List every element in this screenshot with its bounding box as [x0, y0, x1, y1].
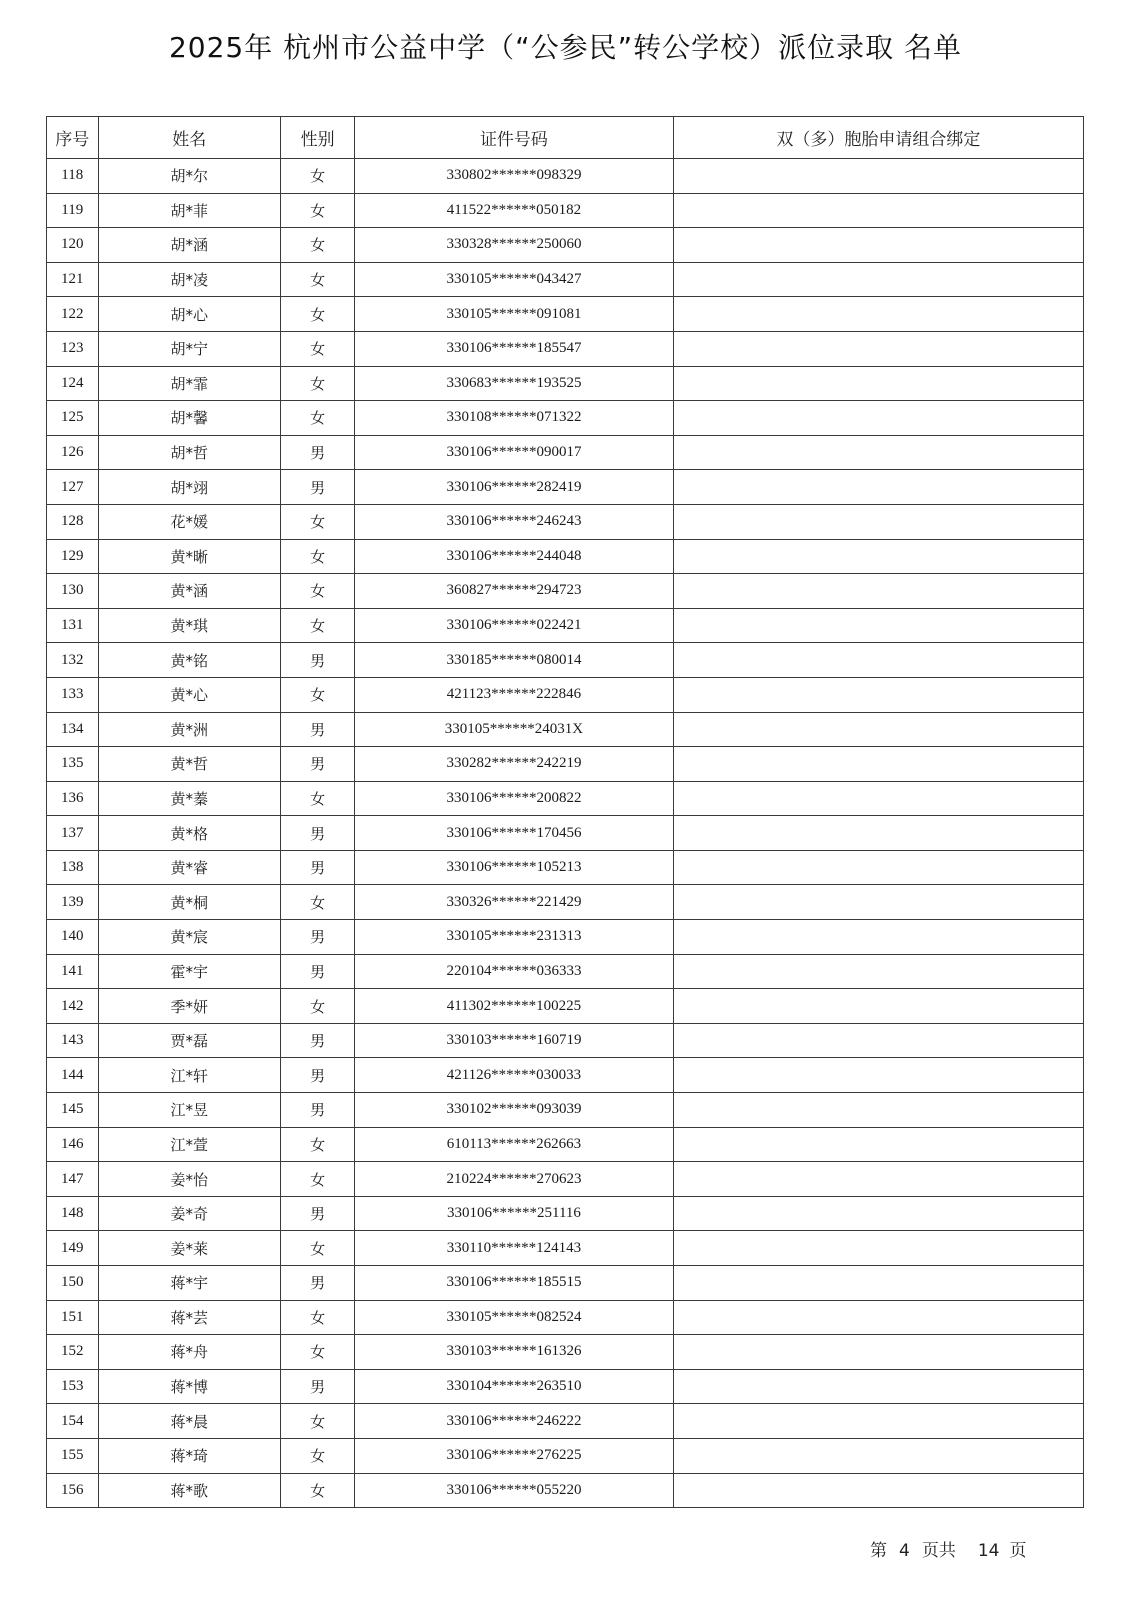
cell-gender: 女	[280, 1231, 354, 1266]
cell-twins	[673, 954, 1083, 989]
cell-id: 330106******185547	[355, 331, 674, 366]
table-row	[47, 1162, 1084, 1197]
footer-suffix: 页	[1009, 1541, 1027, 1561]
cell-twins	[673, 885, 1083, 920]
cell-gender: 男	[280, 747, 354, 782]
cell-id: 330106******090017	[355, 435, 674, 470]
cell-seq: 150	[47, 1266, 99, 1301]
header-twins: 双（多）胞胎申请组合绑定	[673, 117, 1083, 159]
cell-name: 黄*洲	[98, 712, 280, 747]
cell-name: 胡*哲	[98, 435, 280, 470]
table-row	[47, 1266, 1084, 1301]
cell-seq: 153	[47, 1369, 99, 1404]
header-id: 证件号码	[355, 117, 674, 159]
cell-name: 黄*哲	[98, 747, 280, 782]
cell-gender: 男	[280, 712, 354, 747]
cell-gender: 男	[280, 920, 354, 955]
cell-twins	[673, 1231, 1083, 1266]
cell-gender: 男	[280, 850, 354, 885]
cell-gender: 男	[280, 1369, 354, 1404]
cell-name: 姜*怡	[98, 1162, 280, 1197]
cell-seq: 121	[47, 262, 99, 297]
cell-seq: 118	[47, 159, 99, 194]
cell-seq: 144	[47, 1058, 99, 1093]
table-row	[47, 1473, 1084, 1508]
cell-id: 421126******030033	[355, 1058, 674, 1093]
cell-id: 330106******022421	[355, 608, 674, 643]
cell-twins	[673, 781, 1083, 816]
cell-name: 江*萱	[98, 1127, 280, 1162]
cell-name: 蒋*芸	[98, 1300, 280, 1335]
cell-name: 黄*琪	[98, 608, 280, 643]
cell-twins	[673, 1438, 1083, 1473]
table-row	[47, 228, 1084, 263]
table-row	[47, 643, 1084, 678]
cell-gender: 女	[280, 781, 354, 816]
cell-id: 330683******193525	[355, 366, 674, 401]
cell-name: 霍*宇	[98, 954, 280, 989]
cell-name: 江*昱	[98, 1093, 280, 1128]
table-row	[47, 574, 1084, 609]
table-row	[47, 504, 1084, 539]
cell-gender: 女	[280, 366, 354, 401]
cell-seq: 145	[47, 1093, 99, 1128]
table-row	[47, 331, 1084, 366]
table-row	[47, 539, 1084, 574]
cell-id: 421123******222846	[355, 677, 674, 712]
cell-id: 330106******246243	[355, 504, 674, 539]
cell-seq: 151	[47, 1300, 99, 1335]
cell-seq: 126	[47, 435, 99, 470]
cell-gender: 女	[280, 608, 354, 643]
cell-seq: 132	[47, 643, 99, 678]
cell-gender: 女	[280, 159, 354, 194]
cell-gender: 男	[280, 954, 354, 989]
footer-total-pages: 14	[977, 1541, 1000, 1561]
cell-id: 330106******055220	[355, 1473, 674, 1508]
cell-seq: 134	[47, 712, 99, 747]
cell-name: 黄*心	[98, 677, 280, 712]
cell-name: 蒋*宇	[98, 1266, 280, 1301]
table-row	[47, 1231, 1084, 1266]
cell-gender: 女	[280, 885, 354, 920]
cell-name: 季*妍	[98, 989, 280, 1024]
cell-twins	[673, 262, 1083, 297]
cell-name: 蒋*歌	[98, 1473, 280, 1508]
cell-id: 330105******24031X	[355, 712, 674, 747]
table-row	[47, 816, 1084, 851]
cell-twins	[673, 712, 1083, 747]
cell-gender: 男	[280, 470, 354, 505]
cell-gender: 女	[280, 677, 354, 712]
cell-twins	[673, 401, 1083, 436]
cell-id: 330328******250060	[355, 228, 674, 263]
cell-gender: 女	[280, 1473, 354, 1508]
cell-id: 330105******043427	[355, 262, 674, 297]
cell-name: 贾*磊	[98, 1023, 280, 1058]
table-row	[47, 989, 1084, 1024]
cell-twins	[673, 159, 1083, 194]
cell-twins	[673, 470, 1083, 505]
cell-id: 330106******185515	[355, 1266, 674, 1301]
cell-gender: 男	[280, 1266, 354, 1301]
cell-name: 胡*凌	[98, 262, 280, 297]
cell-name: 胡*宁	[98, 331, 280, 366]
table-row	[47, 470, 1084, 505]
cell-name: 姜*莱	[98, 1231, 280, 1266]
cell-id: 330106******244048	[355, 539, 674, 574]
cell-twins	[673, 1127, 1083, 1162]
table-row	[47, 297, 1084, 332]
header-seq: 序号	[47, 117, 99, 159]
cell-gender: 男	[280, 1058, 354, 1093]
table-row	[47, 954, 1084, 989]
cell-id: 220104******036333	[355, 954, 674, 989]
cell-name: 黄*涵	[98, 574, 280, 609]
cell-name: 姜*奇	[98, 1196, 280, 1231]
footer-page-number: 4	[899, 1541, 910, 1561]
cell-id: 330326******221429	[355, 885, 674, 920]
cell-seq: 143	[47, 1023, 99, 1058]
cell-id: 330106******246222	[355, 1404, 674, 1439]
cell-id: 330106******170456	[355, 816, 674, 851]
cell-seq: 130	[47, 574, 99, 609]
cell-seq: 140	[47, 920, 99, 955]
cell-gender: 男	[280, 1093, 354, 1128]
cell-gender: 男	[280, 435, 354, 470]
cell-id: 411522******050182	[355, 193, 674, 228]
cell-name: 胡*心	[98, 297, 280, 332]
cell-name: 胡*翊	[98, 470, 280, 505]
cell-id: 330282******242219	[355, 747, 674, 782]
cell-gender: 女	[280, 1127, 354, 1162]
table-row	[47, 885, 1084, 920]
cell-gender: 女	[280, 1335, 354, 1370]
cell-name: 蒋*琦	[98, 1438, 280, 1473]
cell-twins	[673, 747, 1083, 782]
cell-name: 花*媛	[98, 504, 280, 539]
page-footer	[870, 1536, 1026, 1561]
cell-twins	[673, 816, 1083, 851]
cell-id: 330106******251116	[355, 1196, 674, 1231]
table-row	[47, 850, 1084, 885]
cell-name: 江*轩	[98, 1058, 280, 1093]
cell-id: 330105******082524	[355, 1300, 674, 1335]
cell-gender: 女	[280, 331, 354, 366]
cell-twins	[673, 366, 1083, 401]
cell-twins	[673, 989, 1083, 1024]
cell-seq: 135	[47, 747, 99, 782]
table-row	[47, 1196, 1084, 1231]
table-row	[47, 159, 1084, 194]
table-row	[47, 1058, 1084, 1093]
cell-twins	[673, 1300, 1083, 1335]
table-row	[47, 193, 1084, 228]
cell-id: 330110******124143	[355, 1231, 674, 1266]
cell-seq: 120	[47, 228, 99, 263]
cell-id: 330106******200822	[355, 781, 674, 816]
table-row	[47, 1300, 1084, 1335]
cell-twins	[673, 850, 1083, 885]
cell-twins	[673, 539, 1083, 574]
cell-name: 黄*格	[98, 816, 280, 851]
cell-seq: 133	[47, 677, 99, 712]
cell-id: 330106******105213	[355, 850, 674, 885]
cell-twins	[673, 677, 1083, 712]
cell-twins	[673, 1058, 1083, 1093]
cell-id: 330102******093039	[355, 1093, 674, 1128]
table-row	[47, 747, 1084, 782]
cell-id: 330108******071322	[355, 401, 674, 436]
table-row	[47, 262, 1084, 297]
cell-id: 411302******100225	[355, 989, 674, 1024]
cell-name: 胡*馨	[98, 401, 280, 436]
cell-gender: 女	[280, 297, 354, 332]
table-body	[47, 159, 1084, 1508]
cell-twins	[673, 574, 1083, 609]
cell-seq: 137	[47, 816, 99, 851]
cell-twins	[673, 643, 1083, 678]
cell-id: 330103******160719	[355, 1023, 674, 1058]
cell-name: 黄*蓁	[98, 781, 280, 816]
cell-seq: 127	[47, 470, 99, 505]
cell-seq: 148	[47, 1196, 99, 1231]
table-row	[47, 366, 1084, 401]
cell-name: 黄*宸	[98, 920, 280, 955]
table-row	[47, 920, 1084, 955]
table-row	[47, 1093, 1084, 1128]
cell-seq: 138	[47, 850, 99, 885]
cell-name: 蒋*舟	[98, 1335, 280, 1370]
cell-seq: 139	[47, 885, 99, 920]
cell-seq: 155	[47, 1438, 99, 1473]
table-header-row	[47, 117, 1084, 159]
footer-prefix: 第	[870, 1541, 887, 1561]
cell-seq: 147	[47, 1162, 99, 1197]
cell-twins	[673, 1369, 1083, 1404]
cell-seq: 123	[47, 331, 99, 366]
cell-seq: 152	[47, 1335, 99, 1370]
cell-id: 330106******282419	[355, 470, 674, 505]
cell-name: 黄*睿	[98, 850, 280, 885]
cell-gender: 女	[280, 504, 354, 539]
cell-gender: 女	[280, 401, 354, 436]
cell-seq: 156	[47, 1473, 99, 1508]
cell-id: 330802******098329	[355, 159, 674, 194]
cell-seq: 142	[47, 989, 99, 1024]
cell-seq: 146	[47, 1127, 99, 1162]
table-row	[47, 1369, 1084, 1404]
table-row	[47, 1023, 1084, 1058]
cell-twins	[673, 1404, 1083, 1439]
cell-id: 330185******080014	[355, 643, 674, 678]
table-row	[47, 1404, 1084, 1439]
cell-id: 330105******091081	[355, 297, 674, 332]
cell-twins	[673, 1266, 1083, 1301]
cell-gender: 女	[280, 262, 354, 297]
table-row	[47, 677, 1084, 712]
cell-id: 330106******276225	[355, 1438, 674, 1473]
table-row	[47, 401, 1084, 436]
cell-twins	[673, 1023, 1083, 1058]
cell-twins	[673, 1162, 1083, 1197]
cell-name: 黄*桐	[98, 885, 280, 920]
cell-twins	[673, 608, 1083, 643]
cell-id: 330105******231313	[355, 920, 674, 955]
cell-gender: 女	[280, 574, 354, 609]
cell-gender: 男	[280, 816, 354, 851]
cell-seq: 149	[47, 1231, 99, 1266]
table-row	[47, 1127, 1084, 1162]
footer-middle: 页共	[921, 1541, 956, 1561]
cell-gender: 女	[280, 1300, 354, 1335]
table-row	[47, 712, 1084, 747]
cell-gender: 女	[280, 989, 354, 1024]
cell-name: 黄*晰	[98, 539, 280, 574]
table-row	[47, 781, 1084, 816]
cell-name: 胡*涵	[98, 228, 280, 263]
cell-twins	[673, 920, 1083, 955]
cell-seq: 124	[47, 366, 99, 401]
cell-id: 330103******161326	[355, 1335, 674, 1370]
cell-seq: 125	[47, 401, 99, 436]
cell-gender: 女	[280, 1404, 354, 1439]
cell-twins	[673, 331, 1083, 366]
cell-name: 胡*菲	[98, 193, 280, 228]
cell-id: 210224******270623	[355, 1162, 674, 1197]
cell-gender: 男	[280, 1196, 354, 1231]
cell-twins	[673, 1196, 1083, 1231]
cell-id: 330104******263510	[355, 1369, 674, 1404]
cell-twins	[673, 504, 1083, 539]
cell-seq: 129	[47, 539, 99, 574]
cell-twins	[673, 297, 1083, 332]
admission-table	[46, 116, 1084, 1508]
table-row	[47, 608, 1084, 643]
cell-name: 蒋*晨	[98, 1404, 280, 1439]
cell-name: 胡*尔	[98, 159, 280, 194]
cell-name: 胡*霏	[98, 366, 280, 401]
cell-seq: 141	[47, 954, 99, 989]
cell-gender: 男	[280, 1023, 354, 1058]
cell-seq: 122	[47, 297, 99, 332]
cell-twins	[673, 1473, 1083, 1508]
cell-seq: 154	[47, 1404, 99, 1439]
cell-twins	[673, 1093, 1083, 1128]
cell-name: 黄*铭	[98, 643, 280, 678]
cell-gender: 男	[280, 643, 354, 678]
cell-gender: 女	[280, 228, 354, 263]
cell-seq: 128	[47, 504, 99, 539]
table-row	[47, 1335, 1084, 1370]
cell-gender: 女	[280, 539, 354, 574]
cell-id: 610113******262663	[355, 1127, 674, 1162]
cell-gender: 女	[280, 1162, 354, 1197]
cell-seq: 136	[47, 781, 99, 816]
cell-gender: 女	[280, 193, 354, 228]
cell-twins	[673, 1335, 1083, 1370]
cell-id: 360827******294723	[355, 574, 674, 609]
cell-gender: 女	[280, 1438, 354, 1473]
cell-seq: 119	[47, 193, 99, 228]
header-gender: 性别	[280, 117, 354, 159]
page-title: 2025年 杭州市公益中学（“公参民”转公学校）派位录取 名单	[168, 31, 963, 64]
table-row	[47, 1438, 1084, 1473]
cell-twins	[673, 435, 1083, 470]
cell-twins	[673, 193, 1083, 228]
header-name: 姓名	[98, 117, 280, 159]
cell-twins	[673, 228, 1083, 263]
cell-name: 蒋*博	[98, 1369, 280, 1404]
cell-seq: 131	[47, 608, 99, 643]
table-row	[47, 435, 1084, 470]
